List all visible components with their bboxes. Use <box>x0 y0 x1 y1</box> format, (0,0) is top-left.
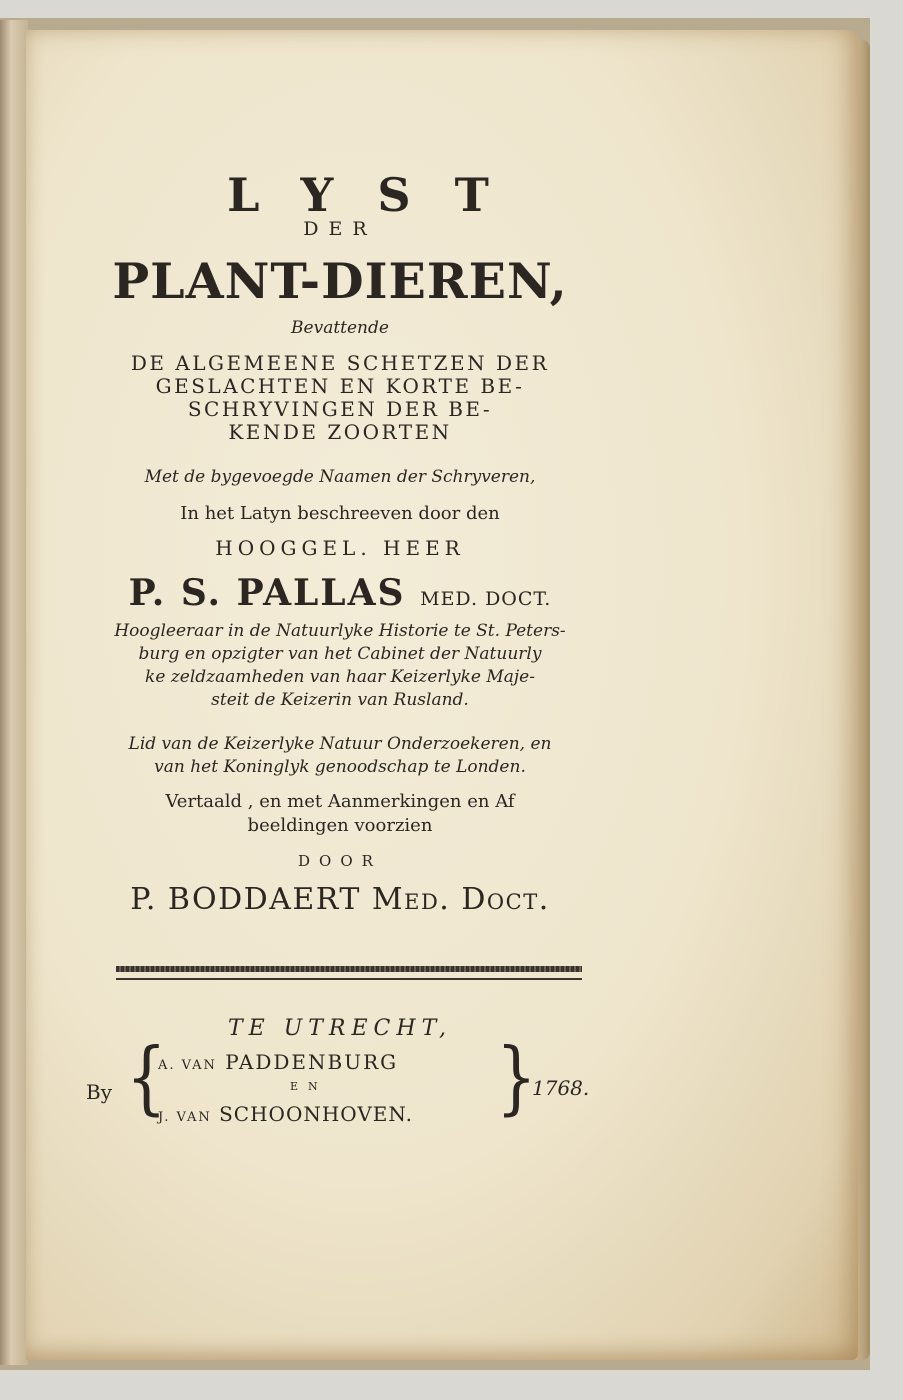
left-brace: { <box>126 1031 167 1125</box>
publisher-1 <box>158 1050 398 1074</box>
contents-line: DE ALGEMEENE SCHETZEN DER <box>130 351 550 375</box>
main-title: PLANT-DIEREN, <box>112 252 568 310</box>
imprint-by: By <box>86 1080 112 1104</box>
right-brace: } <box>496 1031 537 1125</box>
author-name: P. S. PALLAS <box>128 572 406 614</box>
publisher-2-name: SCHOONHOVEN. <box>219 1102 413 1126</box>
bevattende-line: Bevattende <box>291 318 389 338</box>
author-title-line: steit de Keizerin van Rusland. <box>211 690 469 710</box>
membership-line: van het Koninglyk genoodschap te Londen. <box>154 757 526 777</box>
ornamental-rule <box>116 966 582 972</box>
author-title-line: Hoogleeraar in de Natuurlyke Historie te St. Peters- <box>114 621 566 641</box>
door-line: DOOR <box>298 852 382 870</box>
title-word: LYST <box>227 168 533 222</box>
hooggel-line: HOOGGEL. HEER <box>215 536 465 560</box>
author-line <box>60 572 620 614</box>
membership-lines <box>60 733 620 779</box>
translation-note <box>60 790 620 838</box>
translation-line: Vertaald , en met Aanmerkingen en Af <box>165 791 515 812</box>
contents-line: GESLACHTEN EN KORTE BE- <box>155 374 525 398</box>
translation-line: beeldingen voorzien <box>247 815 433 836</box>
membership-line: Lid van de Keizerlyke Natuur Onderzoekeren, en <box>128 734 552 754</box>
thin-rule <box>116 978 582 980</box>
publisher-2 <box>158 1102 413 1126</box>
latyn-line: In het Latyn beschreeven door den <box>180 503 500 524</box>
publisher-1-name: PADDENBURG <box>225 1050 399 1074</box>
cover-spine <box>0 20 28 1365</box>
met-line: Met de bygevoegde Naamen der Schryveren, <box>144 467 536 487</box>
publisher-1-prefix: A. VAN <box>158 1058 217 1073</box>
contents-block <box>60 352 620 444</box>
contents-line: SCHRYVINGEN DER BE- <box>187 397 493 421</box>
imprint-conjunction: EN <box>290 1080 328 1093</box>
contents-line: KENDE ZOORTEN <box>228 420 452 444</box>
title-der: DER <box>303 218 377 240</box>
author-titles <box>60 620 620 712</box>
author-degree: MED. DOCT. <box>420 588 552 610</box>
translator-degree: Med. Doct. <box>371 882 550 917</box>
translator-name: P. BODDAERT <box>130 882 361 917</box>
author-title-line: ke zeldzaamheden van haar Keizerlyke Maje- <box>145 667 535 687</box>
translator-line <box>60 882 620 917</box>
imprint-place: TE UTRECHT, <box>227 1016 453 1041</box>
publisher-2-prefix: J. VAN <box>158 1110 212 1125</box>
imprint-year: 1768. <box>532 1076 590 1100</box>
author-title-line: burg en opzigter van het Cabinet der Natuurly <box>138 644 542 664</box>
